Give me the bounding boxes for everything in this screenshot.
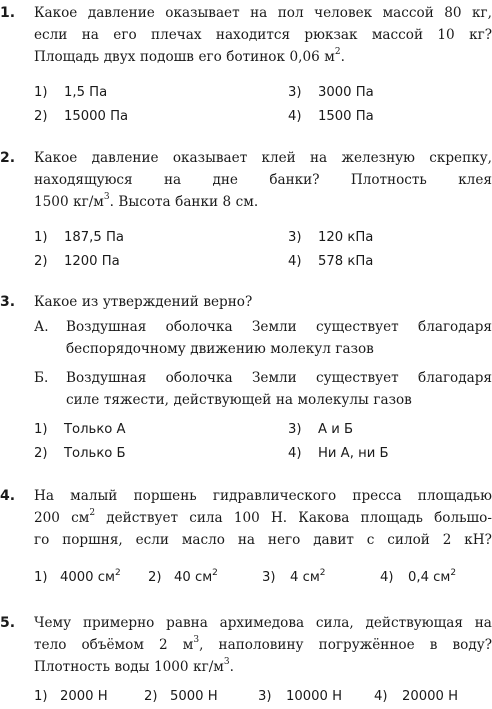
word: Какова	[298, 510, 350, 526]
word: на	[474, 615, 492, 631]
word: площадью	[417, 488, 492, 504]
statement-b	[34, 367, 492, 411]
word: 1000	[153, 659, 189, 675]
answer-option[interactable]: 4) 0,4 $см^2$	[380, 567, 457, 585]
answer-option[interactable]: 4) 20000 Н	[374, 689, 459, 704]
option-text: 1200 Па	[64, 254, 120, 269]
word: банки?	[269, 172, 320, 188]
word: действует	[106, 510, 179, 526]
word: 0,06	[289, 49, 320, 65]
word: действующей	[173, 392, 272, 408]
word: гидравлического	[212, 488, 337, 504]
word: поршня,	[62, 532, 123, 548]
word: $см^2$	[71, 508, 96, 526]
word: оболочка	[165, 319, 233, 335]
word: $м^3$,	[182, 635, 204, 653]
word: банки	[175, 194, 219, 210]
word: дне	[212, 172, 238, 188]
word: человек	[314, 5, 373, 21]
word: Земли	[251, 370, 297, 386]
word: находящуюся	[34, 172, 133, 188]
text-line	[34, 24, 492, 46]
answer-option[interactable]: 1) Только А	[34, 422, 126, 437]
word: площадь	[360, 510, 423, 526]
word: массой	[382, 5, 434, 21]
word: На	[34, 488, 54, 504]
word: Чему	[34, 615, 72, 631]
word: 2	[159, 637, 168, 653]
text-line	[34, 507, 492, 529]
word: ботинок	[226, 49, 285, 65]
option-text: Только Б	[64, 446, 126, 461]
answer-option[interactable]: 3) 4 $см^2$	[262, 567, 326, 585]
word: существует	[316, 370, 399, 386]
word: давление	[91, 150, 159, 166]
word: сила,	[315, 615, 354, 631]
option-text: 120 кПа	[318, 230, 374, 245]
question-number: 2.	[0, 150, 16, 166]
word: кН?	[464, 532, 492, 548]
word: железную	[341, 150, 415, 166]
word: 8	[222, 194, 232, 210]
word: воды	[114, 659, 150, 675]
word: на	[250, 5, 268, 21]
word: 10	[437, 27, 455, 43]
word: 2	[442, 532, 452, 548]
word: его	[113, 27, 137, 43]
text-line	[34, 291, 492, 313]
question-number: 3.	[0, 294, 16, 310]
word: на	[163, 172, 182, 188]
word: оказывает	[172, 150, 248, 166]
word: объёмом	[81, 637, 144, 653]
word: него	[267, 532, 301, 548]
text-line	[34, 612, 492, 634]
text-line	[34, 389, 492, 411]
word: двух	[103, 49, 136, 65]
option-text: 3000 Па	[318, 85, 374, 100]
word: с	[366, 532, 375, 548]
word: 200	[34, 510, 60, 526]
option-text: 0,4 $см^2$	[408, 567, 457, 585]
option-text: 1,5 Па	[64, 85, 108, 100]
answer-option[interactable]: 3) 10000 Н	[258, 689, 343, 704]
word: на	[81, 27, 99, 43]
word: силой	[387, 532, 430, 548]
statement-mark: А.	[34, 319, 49, 335]
word: находится	[215, 27, 291, 43]
word: клей	[261, 150, 296, 166]
statement-mark: Б.	[34, 370, 49, 386]
word: давление	[87, 5, 155, 21]
option-text: 5000 Н	[170, 689, 218, 704]
word: скрепку,	[429, 150, 492, 166]
question-text	[34, 485, 492, 551]
word: беспорядочному	[66, 341, 186, 357]
word: молекулы	[297, 392, 369, 408]
answer-option[interactable]: 1) 187,5 Па	[34, 230, 124, 245]
question-number: 1.	[0, 5, 16, 21]
text-line	[34, 147, 492, 169]
word: сила	[189, 510, 223, 526]
question-text	[34, 147, 492, 213]
word: клея	[458, 172, 492, 188]
word: $кг/м^3$.	[73, 192, 114, 210]
question-number: 4.	[0, 488, 16, 504]
question-text	[34, 291, 492, 313]
word: силе	[66, 392, 100, 408]
answer-option[interactable]: 2) 1200 Па	[34, 254, 120, 269]
word: 100	[233, 510, 260, 526]
word: равна	[166, 615, 208, 631]
text-line	[66, 316, 492, 338]
word: Плотность	[350, 172, 427, 188]
word: пол	[277, 5, 304, 21]
answer-option[interactable]: 1) 2000 Н	[34, 689, 108, 704]
option-text: 187,5 Па	[64, 230, 124, 245]
word: большо-	[434, 510, 492, 526]
answer-option[interactable]: 2) 5000 Н	[144, 689, 218, 704]
word: молекул	[270, 341, 331, 357]
question-number: 5.	[0, 615, 16, 631]
answer-option[interactable]: 2) 40 $см^2$	[148, 567, 218, 585]
word: из	[81, 294, 99, 310]
answer-option[interactable]: 4) Ни А, ни Б	[288, 446, 389, 461]
text-line	[66, 367, 492, 389]
word: благодаря	[418, 319, 492, 335]
text-line	[34, 656, 492, 678]
word: $м^2$.	[324, 47, 345, 65]
answer-option[interactable]: 4) 1500 Па	[288, 109, 374, 124]
word: поршень	[133, 488, 197, 504]
word: Какое	[34, 294, 78, 310]
word: $кг/м^3$.	[193, 657, 234, 675]
option-text: Ни А, ни Б	[318, 446, 389, 461]
word: масло	[181, 532, 225, 548]
word: оказывает	[165, 5, 240, 21]
word: существует	[316, 319, 399, 335]
option-text: 15000 Па	[64, 109, 129, 124]
word: кг?	[469, 27, 492, 43]
word: на	[237, 532, 256, 548]
word: Воздушная	[66, 319, 147, 335]
text-line	[34, 338, 492, 360]
word: архимедова	[219, 615, 305, 631]
word: 1500	[34, 194, 69, 210]
word: газов	[373, 392, 412, 408]
word: см.	[235, 194, 259, 210]
word: пресса	[352, 488, 402, 504]
word: тело	[34, 637, 67, 653]
word: Какое	[34, 5, 78, 21]
answer-option[interactable]: 1) 1,5 Па	[34, 85, 108, 100]
word: движению	[190, 341, 266, 357]
option-text: 10000 Н	[286, 689, 343, 704]
text-line	[34, 634, 492, 656]
word: тяжести,	[103, 392, 170, 408]
word: малый	[70, 488, 118, 504]
option-text: 40 $см^2$	[174, 567, 218, 585]
word: Воздушная	[66, 370, 147, 386]
text-line	[34, 46, 492, 68]
text-line	[34, 529, 492, 551]
word: Площадь	[34, 49, 100, 65]
word: газов	[335, 341, 374, 357]
answer-option[interactable]: 4) 578 кПа	[288, 254, 374, 269]
word: оболочка	[165, 370, 233, 386]
word: наполовину	[218, 637, 304, 653]
option-text: 1500 Па	[318, 109, 374, 124]
word: Какое	[34, 150, 78, 166]
text-line	[34, 169, 492, 191]
word: 80	[444, 5, 462, 21]
word: благодаря	[418, 370, 492, 386]
question-text	[34, 2, 492, 68]
word: верно?	[203, 294, 253, 310]
option-text: 2000 Н	[60, 689, 108, 704]
word: на	[275, 392, 293, 408]
word: действующая	[365, 615, 463, 631]
word: его	[198, 49, 222, 65]
word: если	[34, 27, 68, 43]
word: давит	[313, 532, 354, 548]
word: Высота	[118, 194, 171, 210]
statement-a	[34, 316, 492, 360]
option-text: 578 кПа	[318, 254, 374, 269]
word: на	[310, 150, 328, 166]
option-text: 4000 $см^2$	[60, 567, 121, 585]
answer-option[interactable]: 3) А и Б	[288, 422, 354, 437]
answer-option[interactable]: 2) 15000 Па	[34, 109, 129, 124]
word: Земли	[251, 319, 297, 335]
word: Плотность	[34, 659, 110, 675]
option-text: 20000 Н	[402, 689, 459, 704]
word: массой	[371, 27, 424, 43]
question-text	[34, 612, 492, 678]
option-text: А и Б	[318, 422, 354, 437]
answer-option[interactable]: 3) 3000 Па	[288, 85, 374, 100]
word: утверждений	[102, 294, 199, 310]
option-text: 4 $см^2$	[290, 567, 326, 585]
text-line	[34, 485, 492, 507]
word: примерно	[82, 615, 155, 631]
text-line	[34, 2, 492, 24]
word: Н.	[270, 510, 288, 526]
word: погружённое	[318, 637, 415, 653]
text-line	[34, 191, 492, 213]
word: рюкзак	[304, 27, 358, 43]
option-text: Только А	[64, 422, 126, 437]
answer-option[interactable]: 2) Только Б	[34, 446, 126, 461]
word: в	[429, 637, 438, 653]
word: если	[135, 532, 169, 548]
word: плечах	[151, 27, 202, 43]
answer-option[interactable]: 1) 4000 $см^2$	[34, 567, 121, 585]
word: подошв	[139, 49, 194, 65]
answer-option[interactable]: 3) 120 кПа	[288, 230, 374, 245]
word: воду?	[452, 637, 492, 653]
word: кг,	[472, 5, 492, 21]
word: го	[34, 532, 50, 548]
